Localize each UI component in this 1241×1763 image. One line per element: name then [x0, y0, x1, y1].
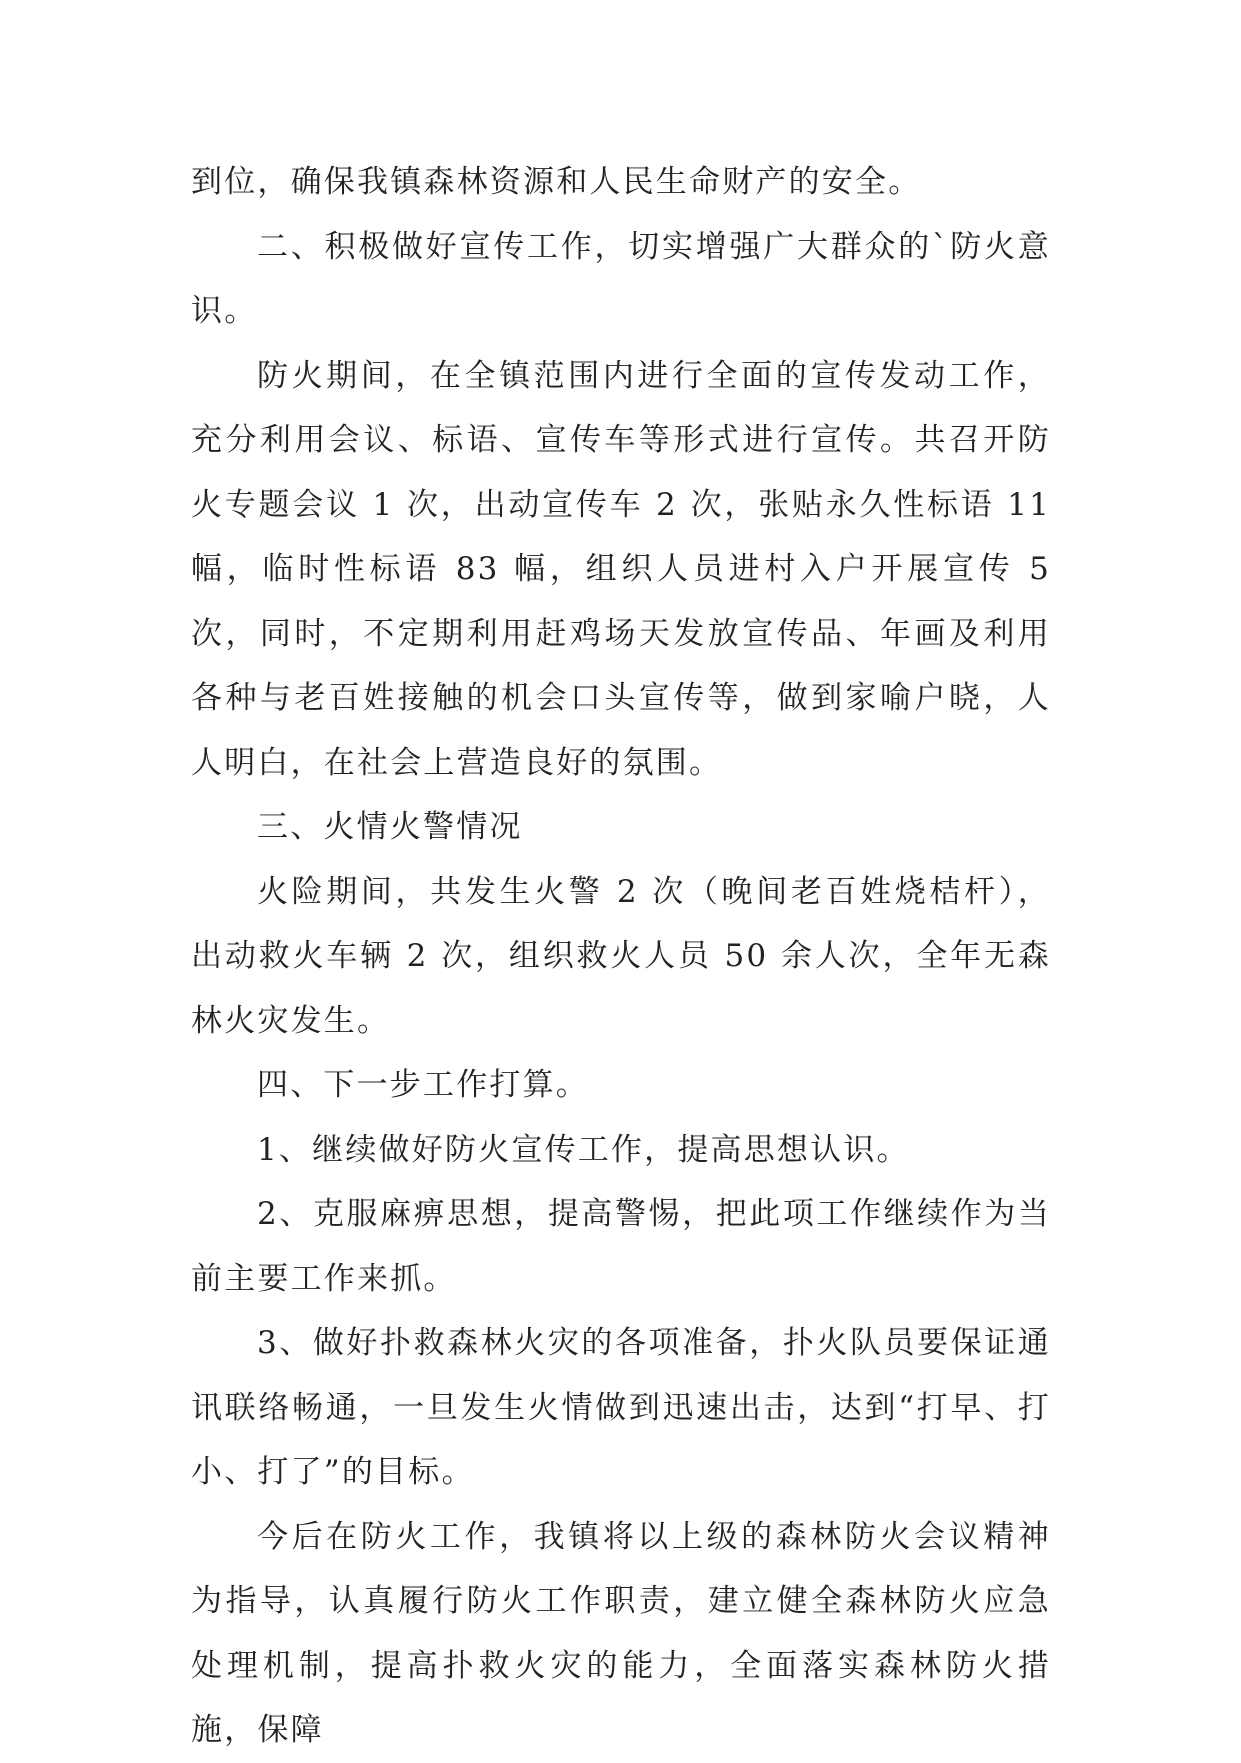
list-item-3: 3、做好扑救森林火灾的各项准备，扑火队员要保证通讯联络畅通，一旦发生火情做到迅速出击，达到“打早、打小、打了”的目标。: [191, 1325, 1051, 1490]
section-heading-publicity: 二、积极做好宣传工作，切实增强广大群众的`防火意识。: [191, 228, 1051, 329]
list-item-1: 1、继续做好防火宣传工作，提高思想认识。: [257, 1131, 910, 1168]
list-item-2: 2、克服麻痹思想，提高警惕，把此项工作继续作为当前主要工作来抓。: [191, 1196, 1051, 1297]
document-body: [191, 150, 1051, 1763]
section-heading-next-steps: 四、下一步工作打算。: [257, 1067, 589, 1103]
paragraph-conclusion: 今后在防火工作，我镇将以上级的森林防火会议精神为指导，认真履行防火工作职责，建立健全森林防火应急处理机制，提高扑救火灾的能力，全面落实森林防火措施，保障: [191, 1518, 1051, 1748]
paragraph-continuation: 到位，确保我镇森林资源和人民生命财产的安全。: [191, 164, 922, 200]
paragraph-fire-alarm-details: 火险期间，共发生火警 2 次（晚间老百姓烧桔杆），出动救火车辆 2 次，组织救火人员 50 余人次，全年无森林火灾发生。: [191, 873, 1051, 1039]
paragraph-publicity-details: 防火期间，在全镇范围内进行全面的宣传发动工作，充分利用会议、标语、宣传车等形式进行宣传。共召开防火专题会议 1 次，出动宣传车 2 次，张贴永久性标语 11 幅，临时性标语 83 幅，组织人员进村入户开展宣传 5 次，同时，不定期利用赶鸡场天发放宣传品、年画及利用各种与老百姓接触的机会口头宣传等，做到家喻户晓，人人明白，在社会上营造良好的氛围。: [191, 357, 1051, 781]
section-heading-fire-alarms: 三、火情火警情况: [257, 809, 523, 845]
